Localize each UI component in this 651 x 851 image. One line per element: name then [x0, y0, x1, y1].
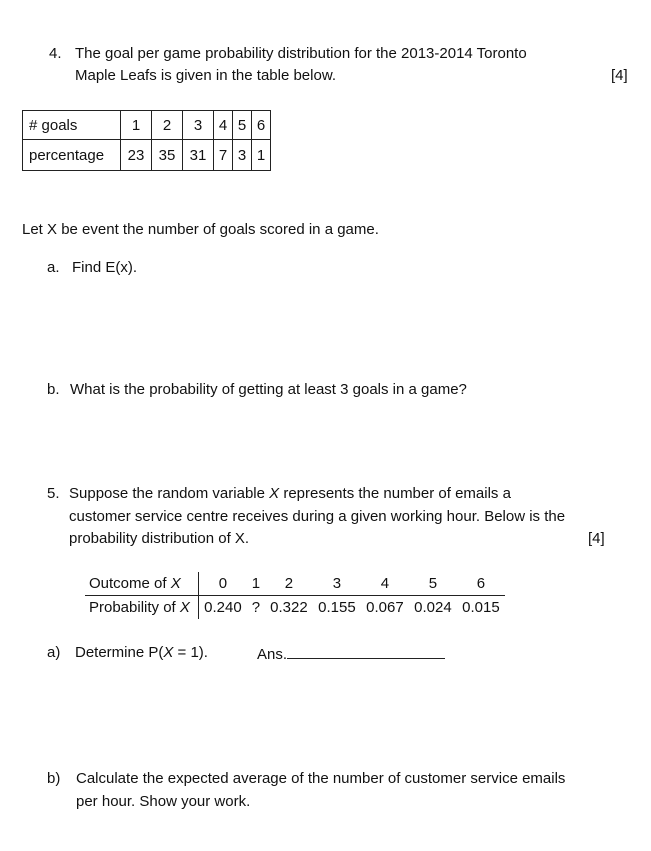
percentage-cell: 35 — [152, 140, 183, 171]
q4-let-text: Let X be event the number of goals scored in a game. — [22, 221, 379, 238]
q5-text-line1: Suppose the random variable X represents the number of emails a — [69, 485, 511, 502]
probability-cell: 0.067 — [366, 599, 404, 616]
goals-cell: 2 — [152, 111, 183, 140]
q5-number: 5. — [47, 485, 60, 502]
probability-row — [85, 596, 505, 620]
q5-part-a-label: a) — [47, 644, 61, 661]
q5-marks: [4] — [588, 530, 605, 547]
percentage-cell: 23 — [121, 140, 152, 171]
outcome-cell: 0 — [198, 572, 247, 596]
q4-part-b-text: What is the probability of getting at least 3 goals in a game? — [70, 381, 467, 398]
q5-part-b-label: b) — [47, 770, 61, 787]
goals-cell: 4 — [214, 111, 233, 140]
probability-cell: ? — [251, 599, 261, 616]
goals-cell: 5 — [233, 111, 252, 140]
percentage-cell: 1 — [252, 140, 271, 171]
q4-number: 4. — [49, 45, 62, 62]
var-x: X — [269, 485, 280, 502]
q5-part-b-line1: Calculate the expected average of the number of customer service emails — [76, 770, 566, 787]
q4-marks: [4] — [611, 67, 628, 84]
percentage-row — [23, 140, 271, 171]
q4-text-line1: The goal per game probability distribution for the 2013-2014 Toronto — [75, 45, 527, 62]
q5-text-line2: customer service centre receives during a given working hour. Below is the — [69, 508, 566, 525]
q5-text-line3: probability distribution of X. — [69, 530, 250, 547]
q4-text-line2: Maple Leafs is given in the table below. — [75, 67, 336, 84]
outcome-cell: 2 — [265, 572, 313, 596]
goals-cell: 3 — [183, 111, 214, 140]
q4-part-b-label: b. — [47, 381, 60, 398]
goals-table — [22, 110, 271, 171]
probability-cell: 0.240 — [204, 599, 242, 616]
goals-cell: 6 — [252, 111, 271, 140]
outcome-cell: 4 — [361, 572, 409, 596]
outcome-cell: 6 — [457, 572, 505, 596]
answer-blank[interactable] — [287, 644, 445, 659]
probability-cell: 0.155 — [318, 599, 356, 616]
answer-line[interactable] — [257, 644, 445, 663]
goals-label-cell: # goals — [23, 111, 121, 140]
goals-row — [23, 111, 271, 140]
percentage-cell: 31 — [183, 140, 214, 171]
email-distribution-table — [85, 572, 505, 619]
percentage-label-cell: percentage — [23, 140, 121, 171]
q5-part-b-line2: per hour. Show your work. — [76, 793, 251, 810]
probability-cell: 0.322 — [270, 599, 308, 616]
answer-label: Ans. — [257, 646, 288, 663]
percentage-cell: 7 — [214, 140, 233, 171]
probability-cell: 0.024 — [414, 599, 452, 616]
q4-part-a-text: Find E(x). — [72, 259, 138, 276]
outcome-cell: 1 — [247, 572, 265, 596]
outcome-row — [85, 572, 505, 596]
outcome-cell: 3 — [313, 572, 361, 596]
probability-cell: 0.015 — [462, 599, 500, 616]
q4-part-a-label: a. — [47, 259, 60, 276]
percentage-cell: 3 — [233, 140, 252, 171]
goals-cell: 1 — [121, 111, 152, 140]
outcome-label-cell: Outcome of X — [85, 572, 198, 596]
outcome-cell: 5 — [409, 572, 457, 596]
probability-label-cell: Probability of X — [85, 596, 198, 620]
q5-part-a-text: Determine P(X = 1). — [75, 644, 208, 661]
